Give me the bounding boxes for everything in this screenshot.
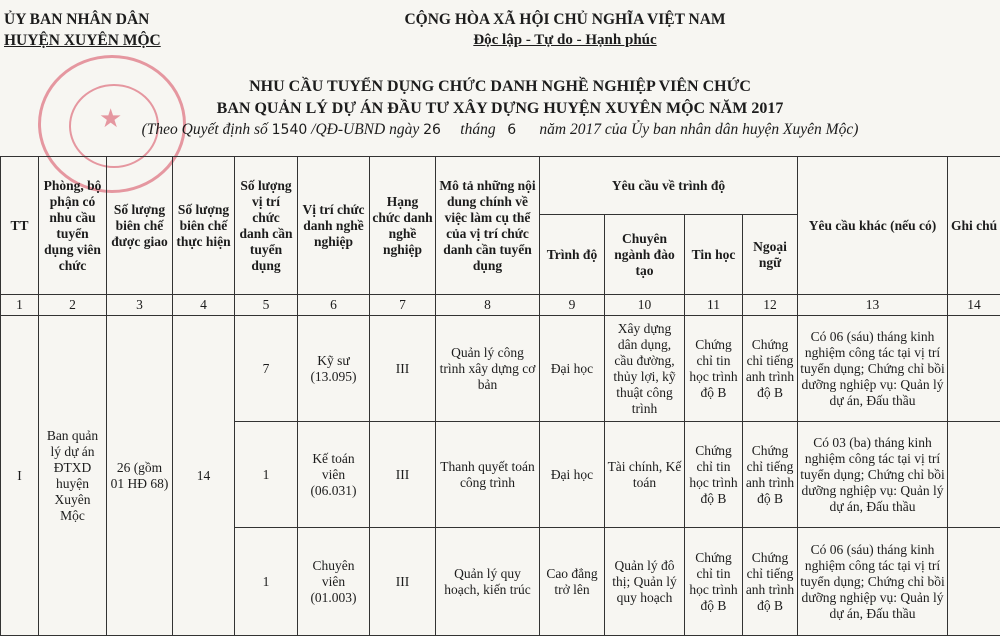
issuer-line2: HUYỆN XUYÊN MỘC xyxy=(4,32,161,49)
cell-notes xyxy=(948,528,1000,636)
group-actual-quota: 14 xyxy=(173,316,235,636)
col-number: 2 xyxy=(39,295,107,316)
ref-decision-number: 1540 xyxy=(271,122,308,138)
cell-position-count: 1 xyxy=(235,528,298,636)
header-department: Phòng, bộ phận có nhu cầu tuyển dụng viên chức xyxy=(39,157,107,295)
cell-foreign-language: Chứng chỉ tiếng anh trình độ B xyxy=(743,528,798,636)
cell-major: Tài chính, Kế toán xyxy=(605,422,685,528)
national-header xyxy=(395,9,735,51)
header-foreign-language: Ngoại ngữ xyxy=(743,215,798,295)
header-assigned-quota: Số lượng biên chế được giao xyxy=(107,157,173,295)
cell-position: Chuyên viên (01.003) xyxy=(298,528,370,636)
col-number: 10 xyxy=(605,295,685,316)
group-department: Ban quản lý dự án ĐTXD huyện Xuyên Mộc xyxy=(39,316,107,636)
cell-it-skill: Chứng chỉ tin học trình độ B xyxy=(685,316,743,422)
table-row xyxy=(1,316,1000,422)
col-number: 1 xyxy=(1,295,39,316)
cell-it-skill: Chứng chỉ tin học trình độ B xyxy=(685,422,743,528)
group-tt: I xyxy=(1,316,39,636)
header-education-level: Trình độ xyxy=(540,215,605,295)
header-grade: Hạng chức danh nghề nghiệp xyxy=(370,157,436,295)
header-qualification-group: Yêu cầu về trình độ xyxy=(540,157,798,215)
col-number: 6 xyxy=(298,295,370,316)
header-actual-quota: Số lượng biên chế thực hiện xyxy=(173,157,235,295)
header-major: Chuyên ngành đào tạo xyxy=(605,215,685,295)
ref-text-b: /QĐ-UBND ngày xyxy=(311,121,420,138)
cell-grade: III xyxy=(370,316,436,422)
ref-text-c: tháng xyxy=(460,121,496,138)
col-number: 8 xyxy=(436,295,540,316)
cell-notes xyxy=(948,316,1000,422)
col-number: 14 xyxy=(948,295,1000,316)
header-job-description: Mô tả những nội dung chính về việc làm cụ thể của vị trí chức danh cần tuyển dụng xyxy=(436,157,540,295)
header-it-skill: Tin học xyxy=(685,215,743,295)
header-position: Vị trí chức danh nghề nghiệp xyxy=(298,157,370,295)
cell-job-description: Quản lý quy hoạch, kiến trúc xyxy=(436,528,540,636)
cell-major: Quản lý đô thị; Quản lý quy hoạch xyxy=(605,528,685,636)
col-number: 11 xyxy=(685,295,743,316)
header-other-requirements: Yêu cầu khác (nếu có) xyxy=(798,157,948,295)
seal-star-icon: ★ xyxy=(99,104,123,133)
col-number: 13 xyxy=(798,295,948,316)
issuer-line1: ỦY BAN NHÂN DÂN xyxy=(4,11,150,28)
recruitment-table xyxy=(0,156,1000,636)
header-notes: Ghi chú xyxy=(948,157,1000,295)
cell-other-requirements: Có 03 (ba) tháng kinh nghiệm công tác tại vị trí tuyển dụng; Chứng chỉ bồi dưỡng nghiệp vụ: Quản lý dự án, Đấu thầu xyxy=(798,422,948,528)
group-assigned-quota: 26 (gồm 01 HĐ 68) xyxy=(107,316,173,636)
cell-grade: III xyxy=(370,422,436,528)
cell-foreign-language: Chứng chỉ tiếng anh trình độ B xyxy=(743,316,798,422)
ref-text-d: năm 2017 của Ủy ban nhân dân huyện Xuyên Mộc) xyxy=(539,121,859,138)
cell-education-level: Đại học xyxy=(540,316,605,422)
cell-major: Xây dựng dân dụng, cầu đường, thủy lợi, kỹ thuật công trình xyxy=(605,316,685,422)
national-title: CỘNG HÒA XÃ HỘI CHỦ NGHĨA VIỆT NAM xyxy=(404,11,726,28)
cell-other-requirements: Có 06 (sáu) tháng kinh nghiệm công tác tại vị trí tuyển dụng; Chứng chỉ bồi dưỡng nghiệp vụ: Quản lý dự án, Đấu thầu xyxy=(798,528,948,636)
cell-position-count: 7 xyxy=(235,316,298,422)
cell-job-description: Quản lý công trình xây dựng cơ bản xyxy=(436,316,540,422)
cell-position: Kỹ sư (13.095) xyxy=(298,316,370,422)
col-number: 12 xyxy=(743,295,798,316)
col-number: 4 xyxy=(173,295,235,316)
cell-education-level: Đại học xyxy=(540,422,605,528)
cell-position-count: 1 xyxy=(235,422,298,528)
cell-position: Kế toán viên (06.031) xyxy=(298,422,370,528)
cell-job-description: Thanh quyết toán công trình xyxy=(436,422,540,528)
ref-month: 6 xyxy=(507,122,517,138)
cell-notes xyxy=(948,422,1000,528)
col-number: 7 xyxy=(370,295,436,316)
ref-day: 26 xyxy=(423,122,441,138)
document-title: NHU CẦU TUYỂN DỤNG CHỨC DANH NGHỀ NGHIỆP VIÊN CHỨC xyxy=(249,78,751,95)
cell-other-requirements: Có 06 (sáu) tháng kinh nghiệm công tác tại vị trí tuyển dụng; Chứng chỉ bồi dưỡng nghiệp vụ: Quản lý dự án, Đấu thầu xyxy=(798,316,948,422)
column-number-row xyxy=(1,295,1000,316)
cell-foreign-language: Chứng chỉ tiếng anh trình độ B xyxy=(743,422,798,528)
issuer-header xyxy=(4,9,204,51)
col-number: 5 xyxy=(235,295,298,316)
ref-text-a: (Theo Quyết định số xyxy=(141,121,268,138)
document-reference xyxy=(0,121,1000,139)
header-tt: TT xyxy=(1,157,39,295)
col-number: 3 xyxy=(107,295,173,316)
col-number: 9 xyxy=(540,295,605,316)
header-position-count: Số lượng vị trí chức danh cần tuyển dụng xyxy=(235,157,298,295)
cell-education-level: Cao đẳng trở lên xyxy=(540,528,605,636)
cell-grade: III xyxy=(370,528,436,636)
national-motto: Độc lập - Tự do - Hạnh phúc xyxy=(473,32,657,48)
cell-it-skill: Chứng chỉ tin học trình độ B xyxy=(685,528,743,636)
document-subtitle: BAN QUẢN LÝ DỰ ÁN ĐẦU TƯ XÂY DỰNG HUYỆN XUYÊN MỘC NĂM 2017 xyxy=(216,100,784,117)
